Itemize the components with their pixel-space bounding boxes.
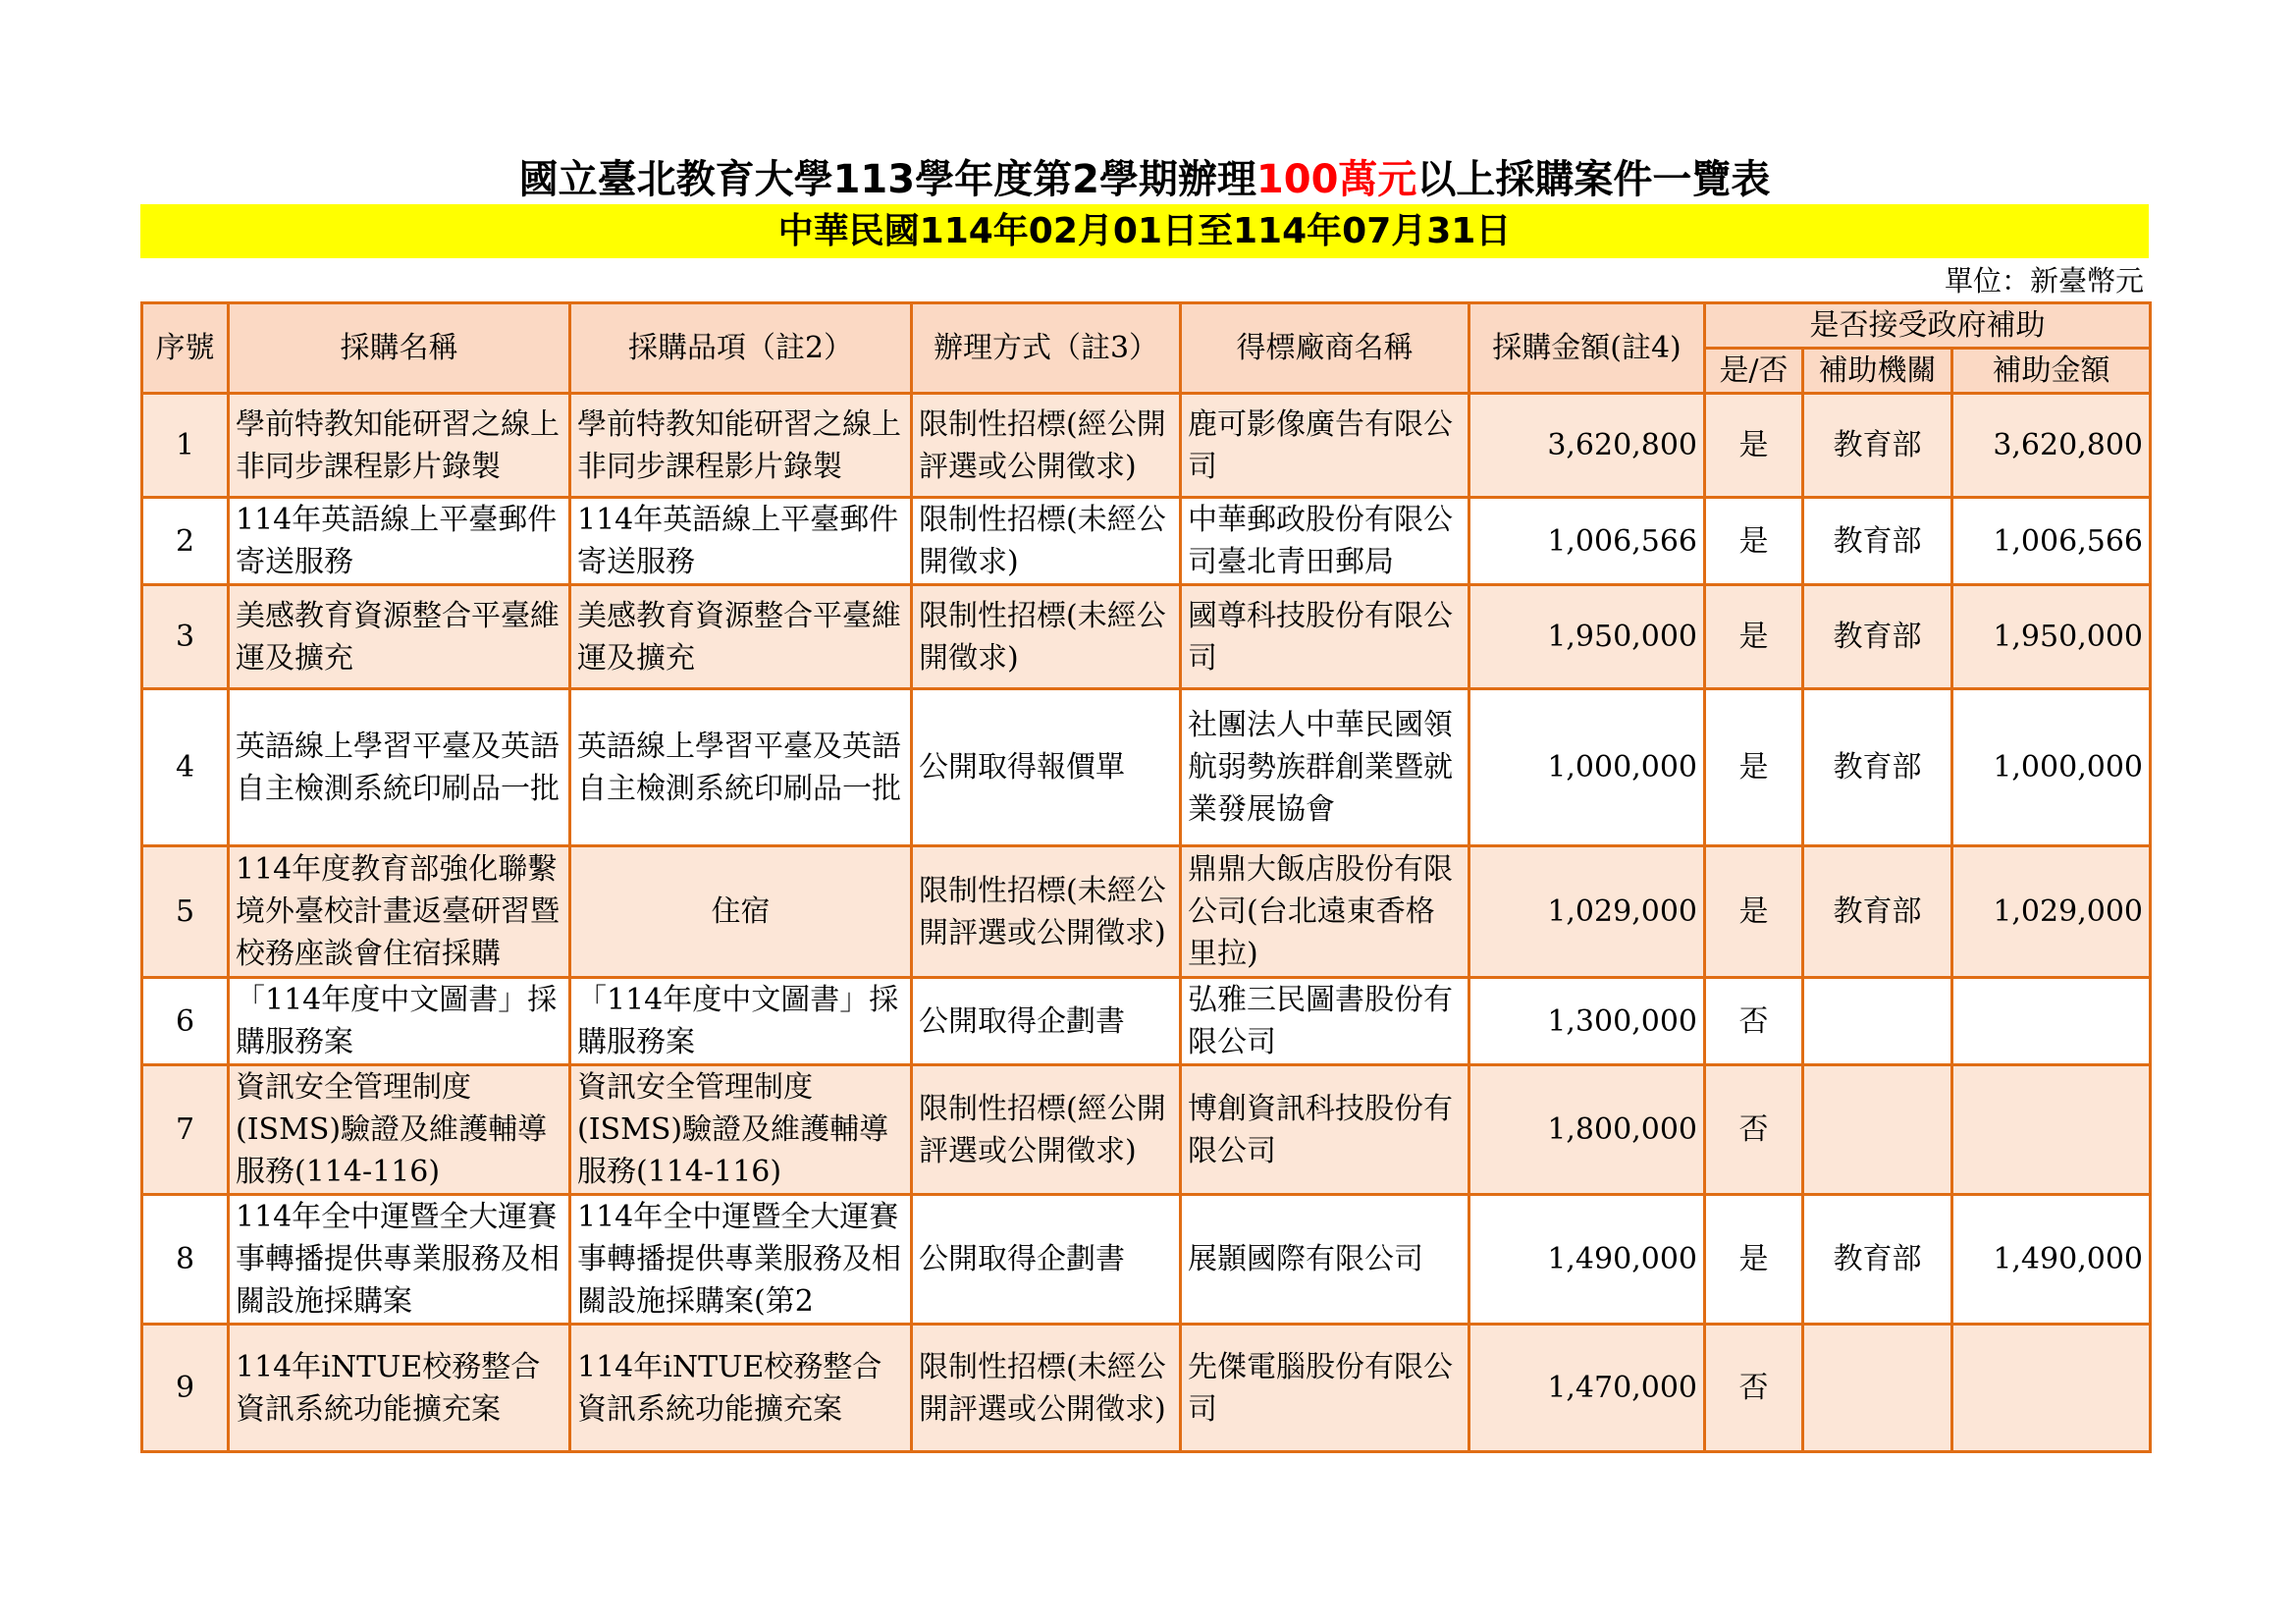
title-part-1: 國立臺北教育大學113學年度第2學期辦理 (518, 157, 1256, 202)
title-accent-amount: 100萬元 (1255, 157, 1417, 202)
cell-subsidy-amount: 3,620,800 (1952, 394, 2151, 498)
table-row (142, 1195, 2151, 1325)
header-subsidy-group: 是否接受政府補助 (1705, 303, 2151, 349)
header-method: 辦理方式（註3） (912, 303, 1181, 394)
cell-yes-no: 否 (1705, 1325, 1803, 1452)
cell-yes-no: 是 (1705, 394, 1803, 498)
cell-vendor: 先傑電腦股份有限公司 (1181, 1325, 1469, 1452)
cell-no: 7 (142, 1065, 229, 1195)
table-row (142, 394, 2151, 498)
header-amount: 採購金額(註4) (1469, 303, 1705, 394)
cell-vendor: 社團法人中華民國領航弱勢族群創業暨就業發展協會 (1181, 689, 1469, 846)
cell-no: 3 (142, 585, 229, 689)
cell-agency (1803, 1065, 1952, 1195)
cell-yes-no: 是 (1705, 689, 1803, 846)
cell-agency: 教育部 (1803, 689, 1952, 846)
cell-amount: 1,800,000 (1469, 1065, 1705, 1195)
cell-method: 限制性招標(經公開評選或公開徵求) (912, 394, 1181, 498)
cell-method: 公開取得企劃書 (912, 1195, 1181, 1325)
header-name: 採購名稱 (229, 303, 570, 394)
cell-no: 6 (142, 978, 229, 1065)
cell-item: 「114年度中文圖書」採購服務案 (570, 978, 912, 1065)
cell-yes-no: 否 (1705, 978, 1803, 1065)
cell-agency: 教育部 (1803, 498, 1952, 585)
cell-yes-no: 否 (1705, 1065, 1803, 1195)
cell-amount: 1,006,566 (1469, 498, 1705, 585)
cell-item: 資訊安全管理制度(ISMS)驗證及維護輔導服務(114-116) (570, 1065, 912, 1195)
cell-item: 住宿 (570, 846, 912, 978)
cell-agency (1803, 978, 1952, 1065)
cell-method: 限制性招標(未經公開徵求) (912, 498, 1181, 585)
table-row (142, 498, 2151, 585)
header-yes-no: 是/否 (1705, 349, 1803, 394)
cell-amount: 1,490,000 (1469, 1195, 1705, 1325)
cell-agency: 教育部 (1803, 1195, 1952, 1325)
cell-method: 限制性招標(未經公開評選或公開徵求) (912, 1325, 1181, 1452)
cell-item: 114年全中運暨全大運賽事轉播提供專業服務及相關設施採購案(第2 (570, 1195, 912, 1325)
cell-method: 限制性招標(未經公開徵求) (912, 585, 1181, 689)
cell-subsidy-amount: 1,490,000 (1952, 1195, 2151, 1325)
cell-subsidy-amount (1952, 1325, 2151, 1452)
cell-name: 英語線上學習平臺及英語自主檢測系統印刷品一批 (229, 689, 570, 846)
table-row (142, 1325, 2151, 1452)
cell-vendor: 中華郵政股份有限公司臺北青田郵局 (1181, 498, 1469, 585)
cell-method: 公開取得企劃書 (912, 978, 1181, 1065)
title-part-2: 以上採購案件一覽表 (1416, 157, 1771, 202)
cell-agency (1803, 1325, 1952, 1452)
currency-unit-note: 單位：新臺幣元 (1944, 264, 2144, 298)
cell-item: 美感教育資源整合平臺維運及擴充 (570, 585, 912, 689)
cell-item: 英語線上學習平臺及英語自主檢測系統印刷品一批 (570, 689, 912, 846)
cell-agency: 教育部 (1803, 585, 1952, 689)
cell-name: 114年英語線上平臺郵件寄送服務 (229, 498, 570, 585)
cell-vendor: 鼎鼎大飯店股份有限公司(台北遠東香格里拉) (1181, 846, 1469, 978)
cell-vendor: 展顥國際有限公司 (1181, 1195, 1469, 1325)
table-row (142, 978, 2151, 1065)
cell-vendor: 國尊科技股份有限公司 (1181, 585, 1469, 689)
document-title (140, 157, 2149, 202)
cell-method: 限制性招標(經公開評選或公開徵求) (912, 1065, 1181, 1195)
header-vendor: 得標廠商名稱 (1181, 303, 1469, 394)
cell-method: 限制性招標(未經公開評選或公開徵求) (912, 846, 1181, 978)
cell-no: 4 (142, 689, 229, 846)
cell-subsidy-amount: 1,029,000 (1952, 846, 2151, 978)
cell-subsidy-amount: 1,950,000 (1952, 585, 2151, 689)
date-range-banner: 中華民國114年02月01日至114年07月31日 (140, 204, 2149, 258)
cell-name: 114年全中運暨全大運賽事轉播提供專業服務及相關設施採購案 (229, 1195, 570, 1325)
cell-no: 1 (142, 394, 229, 498)
cell-subsidy-amount (1952, 1065, 2151, 1195)
cell-amount: 1,000,000 (1469, 689, 1705, 846)
cell-name: 美感教育資源整合平臺維運及擴充 (229, 585, 570, 689)
table-row (142, 846, 2151, 978)
cell-item: 學前特教知能研習之線上非同步課程影片錄製 (570, 394, 912, 498)
cell-no: 9 (142, 1325, 229, 1452)
header-subsidy-amount: 補助金額 (1952, 349, 2151, 394)
cell-item: 114年英語線上平臺郵件寄送服務 (570, 498, 912, 585)
procurement-table (140, 301, 2152, 1453)
cell-amount: 1,470,000 (1469, 1325, 1705, 1452)
cell-method: 公開取得報價單 (912, 689, 1181, 846)
cell-no: 2 (142, 498, 229, 585)
table-row (142, 1065, 2151, 1195)
cell-amount: 3,620,800 (1469, 394, 1705, 498)
cell-subsidy-amount: 1,000,000 (1952, 689, 2151, 846)
cell-name: 「114年度中文圖書」採購服務案 (229, 978, 570, 1065)
cell-name: 學前特教知能研習之線上非同步課程影片錄製 (229, 394, 570, 498)
cell-vendor: 弘雅三民圖書股份有限公司 (1181, 978, 1469, 1065)
cell-subsidy-amount (1952, 978, 2151, 1065)
cell-agency: 教育部 (1803, 846, 1952, 978)
cell-vendor: 博創資訊科技股份有限公司 (1181, 1065, 1469, 1195)
cell-amount: 1,950,000 (1469, 585, 1705, 689)
cell-yes-no: 是 (1705, 1195, 1803, 1325)
cell-amount: 1,029,000 (1469, 846, 1705, 978)
cell-name: 114年度教育部強化聯繫境外臺校計畫返臺研習暨校務座談會住宿採購 (229, 846, 570, 978)
cell-amount: 1,300,000 (1469, 978, 1705, 1065)
cell-agency: 教育部 (1803, 394, 1952, 498)
cell-yes-no: 是 (1705, 846, 1803, 978)
cell-yes-no: 是 (1705, 498, 1803, 585)
table-row (142, 689, 2151, 846)
cell-name: 資訊安全管理制度(ISMS)驗證及維護輔導服務(114-116) (229, 1065, 570, 1195)
cell-no: 8 (142, 1195, 229, 1325)
header-no: 序號 (142, 303, 229, 394)
cell-vendor: 鹿可影像廣告有限公司 (1181, 394, 1469, 498)
cell-yes-no: 是 (1705, 585, 1803, 689)
cell-no: 5 (142, 846, 229, 978)
cell-subsidy-amount: 1,006,566 (1952, 498, 2151, 585)
header-item: 採購品項（註2） (570, 303, 912, 394)
table-row (142, 585, 2151, 689)
cell-name: 114年iNTUE校務整合資訊系統功能擴充案 (229, 1325, 570, 1452)
header-agency: 補助機關 (1803, 349, 1952, 394)
cell-item: 114年iNTUE校務整合資訊系統功能擴充案 (570, 1325, 912, 1452)
